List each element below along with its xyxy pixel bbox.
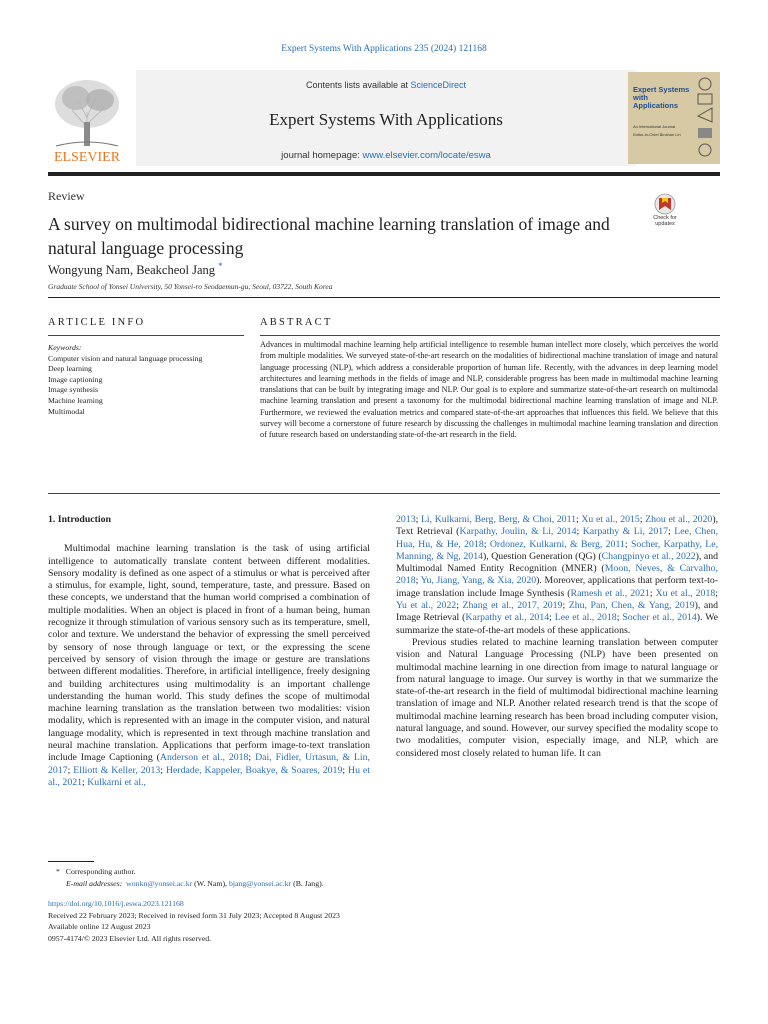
citation-link[interactable]: Karpathy & Li, 2017 — [582, 526, 669, 538]
separator: ; — [715, 587, 718, 599]
paragraph-text: ), and Multimodal Named Entity Recognition (MNER) ( — [396, 550, 719, 575]
cover-title: Expert Systems with Applications — [633, 85, 690, 110]
email-owner: (W. Nam), — [192, 878, 229, 888]
citation-link[interactable]: Elliott & Keller, 2013 — [73, 764, 161, 776]
homepage-line — [136, 150, 636, 161]
citation-link[interactable]: Ordonez, Kulkarni, & Berg, 2011 — [489, 538, 625, 550]
body-right-column — [396, 514, 718, 760]
separator: ; — [639, 514, 646, 525]
footnote-mark: * — [56, 867, 60, 876]
citation-link[interactable]: Li, Kulkarni, Berg, Berg, & Choi, 2011 — [420, 514, 577, 525]
journal-banner — [136, 70, 636, 166]
running-head[interactable]: Expert Systems With Applications 235 (2024) 121168 — [281, 44, 487, 54]
check-for-updates-badge[interactable] — [646, 193, 684, 235]
citation-link[interactable]: Hu et al., 2021 — [48, 764, 370, 788]
keyword-item: Computer vision and natural language processing — [48, 353, 203, 363]
article-type: Review — [48, 189, 85, 203]
separator: ; — [649, 587, 656, 599]
corresponding-label: Corresponding author. — [65, 867, 136, 876]
corresponding-author-mark[interactable]: * — [218, 261, 223, 271]
abstract-text: Advances in multimodal machine learning help artificial intelligence to resemble human intellect more closely, which perceives the world from multiple modalities. We surveyed state-of-the-art research on the modalities of bidirectional machine translation of image and natural language processing (NLP), which address a considerable proportion of human life. Recently, with the advances in deep learning model architectures and learning methods in the fields of image and NLP, considerable progress has been made in multimodal machine learning translations that can be built by integrating image and NLP. Our goal is to explore and summarize state-of-the-art research on multimodal machine learning translation and present a taxonomy for the multimodal bidirectional machine learning translation of image and NLP. Furthermore, we reviewed the evaluation metrics and compared state-of-the-art approaches that influences this field. We believe that this survey will become a cornerstone of future research by discussing the challenges in multimodal machine learning translation and direction of future research based on understanding state-of-the-art research in the field. — [260, 340, 718, 440]
journal-cover[interactable] — [628, 72, 720, 164]
citation-link[interactable]: Lee et al., 2018 — [554, 612, 617, 624]
separator: ; — [248, 752, 256, 764]
paper-title: A survey on multimodal bidirectional machine learning translation of image and natural language processing — [48, 214, 610, 258]
separator: ; — [576, 526, 583, 538]
citation-link[interactable]: Zhu, Pan, Chen, & Yang, 2019 — [568, 600, 695, 612]
citation-link[interactable]: Yu, Jiang, Yang, & Xia, 2020 — [420, 575, 537, 587]
footnote — [56, 866, 324, 889]
corresponding-note — [56, 866, 324, 878]
email-label: E-mail addresses: — [66, 878, 123, 888]
citation-link[interactable]: Xu et al., 2018 — [655, 587, 716, 599]
homepage-prefix: journal homepage: — [281, 150, 363, 161]
separator: ; — [483, 538, 490, 550]
copyright: 0957-4174/© 2023 Elsevier Ltd. All rights reserved. — [48, 933, 212, 943]
doi-link[interactable]: https://doi.org/10.1016/j.eswa.2023.121168 — [48, 899, 184, 908]
contents-line — [136, 80, 636, 90]
intro-paragraph-1 — [48, 543, 370, 789]
keyword-item: Image captioning — [48, 374, 103, 384]
citation-link[interactable]: Karpathy et al., 2014 — [465, 612, 550, 624]
citation-link[interactable]: Socher et al., 2014 — [622, 612, 697, 624]
separator: ; — [549, 612, 555, 624]
received-dates: Received 22 February 2023; Received in revised form 31 July 2023; Accepted 8 August 2023 — [48, 910, 340, 920]
separator: ; — [82, 776, 88, 788]
separator: ; — [67, 764, 74, 776]
email-link[interactable]: wonkn@yonsei.ac.kr — [126, 878, 193, 888]
keyword-item: Image synthesis — [48, 385, 99, 395]
keyword-item: Multimodal — [48, 406, 85, 416]
article-info-heading: ARTICLE INFO — [48, 317, 146, 328]
check-updates-icon — [646, 193, 684, 215]
citation-link[interactable]: Lee, Chen, Hua, Hu, & He, 2018 — [396, 526, 719, 550]
citation-link[interactable]: Xu et al., 2015 — [581, 514, 640, 525]
journal-title: Expert Systems With Applications — [269, 110, 503, 129]
paragraph-text: Multimodal machine learning translation is the task of using artificial intelligence to automatically translate content between different modalities. Sensory modality is defined as one aspect of a stimulus or what is perceived after a stimulus, for example, light, sound, temperature, taste, and pressure. Based on these concepts, we understand that the human world comprised a combination of multiple modalities. When an object is placed in front of a human being, human recognize it through stimulation of various sensory such as its temperature, smell, color and texture. We understand the behavior of expressing the smell perceived by sensory of nose through language or text, or the expressing the scene perceived by sensory of vision through the image or gesture are translations between different modalities. Therefore, in artificial intelligence, freely designing and building architectures using multimodality is an important challenge understanding the human world. This study defines the scope of multimodal machine learning translation as the translation between two modalities: vision modality, which is represented with an image in the computer vision, and natural language modality, which is represented in text through machine translation and neural machine translation. Applications that perform image-to-text translation include Image Captioning ( — [48, 543, 370, 764]
elsevier-wordmark: ELSEVIER — [53, 150, 121, 164]
abstract-heading: ABSTRACT — [260, 317, 333, 328]
citation-link[interactable]: Ramesh et al., 2021 — [570, 587, 650, 599]
citation-link[interactable]: Moon, Neves, & Carvalho, 2018 — [396, 563, 718, 587]
paragraph-text: ), and Image Retrieval ( — [396, 600, 719, 624]
journal-masthead — [48, 70, 720, 170]
keywords-block — [48, 343, 238, 417]
citation-link[interactable]: 2013 — [396, 514, 416, 525]
citation-link[interactable]: Yu et al., 2022 — [396, 600, 457, 612]
email-line — [56, 878, 324, 890]
intro-paragraph-2: Previous studies related to machine learning translation between computer vision and Natural Language Processing (NLP) have been presented on multimodal machine learning in one direction from image to natural language or from natural language to image. Our survey is worthy in that we summarize the state-of-the-art research in the field of multimodal bidirectional machine learning translation of image and NLP. Another related research trend is that the scope of multimodal machine learning research has been broad including computer vision, natural language, and sound. However, our survey specified the modality scope to two modalities, computer vision, especially image, and NLP, which are considered most closely related to human life. It can — [396, 636, 718, 759]
separator: ; — [415, 514, 421, 525]
section-heading-introduction: 1. Introduction — [48, 514, 111, 525]
citation-link[interactable]: Herdade, Kappeler, Boakye, & Soares, 2019 — [165, 764, 343, 776]
sciencedirect-link[interactable]: ScienceDirect — [410, 80, 467, 90]
email-link[interactable]: bjang@yonsei.ac.kr — [228, 878, 292, 888]
separator: ; — [456, 600, 463, 612]
cover-graphics-icon — [694, 76, 716, 160]
elsevier-logo[interactable] — [48, 72, 126, 164]
separator: ; — [616, 612, 623, 624]
keyword-item: Machine learning — [48, 395, 103, 405]
citation-link[interactable]: Zhang et al., 2017, 2019 — [462, 600, 563, 612]
citation-link[interactable]: Changpinyo et al., 2022 — [601, 550, 696, 562]
email-owner: (B. Jang). — [291, 878, 324, 888]
paragraph-text: ), Question Generation (QG) ( — [483, 550, 602, 562]
citation-link[interactable]: Zhou et al., 2020 — [645, 514, 713, 525]
separator: ; — [415, 575, 421, 587]
keyword-item: Deep learning — [48, 364, 92, 374]
footnote-rule — [48, 861, 94, 862]
available-online: Available online 12 August 2023 — [48, 922, 151, 931]
citation-link[interactable]: Dai, Fidler, Urtasun, & Lin, 2017 — [48, 752, 370, 776]
paragraph-text: ), Text Retrieval ( — [396, 514, 719, 538]
publication-info — [48, 898, 340, 944]
abstract-rule — [260, 335, 720, 336]
intro-paragraph-1-continued — [396, 514, 718, 637]
header-rule — [48, 297, 720, 298]
body-left-column — [48, 514, 370, 789]
cover-subtitle-text: An International Journal — [633, 124, 676, 129]
keywords-label: Keywords: — [48, 343, 82, 352]
separator: ; — [342, 764, 349, 776]
article-info-rule — [48, 335, 244, 336]
citation-link[interactable]: Kulkarni et al., — [87, 776, 146, 788]
authors: Wongyung Nam, Beakcheol Jang — [48, 263, 216, 278]
abstract-bottom-rule — [48, 493, 720, 494]
cover-editor: Editor-in-Chief Binshan Lin — [633, 132, 681, 137]
paragraph-text: ). Moreover, applications that perform text-to-image translation include Image Synthesis ( — [396, 575, 718, 599]
citation-link[interactable]: Socher, Karpathy, Le, Manning, & Ng, 2014 — [396, 538, 719, 562]
contents-prefix: Contents lists available at — [305, 80, 411, 90]
affiliation: Graduate School of Yonsei University, 50 Yonsei-ro Seodaemun-gu, Seoul, 03722, South Korea — [48, 282, 333, 291]
journal-homepage-link[interactable]: www.elsevier.com/locate/eswa — [362, 150, 491, 161]
masthead-rule — [48, 172, 720, 176]
separator: ; — [576, 514, 582, 525]
citation-link[interactable]: Anderson et al., 2018 — [159, 752, 249, 764]
separator: ; — [562, 600, 569, 612]
cover-subtitle — [633, 124, 689, 137]
author-list — [48, 261, 223, 278]
check-updates-label: Check for updates — [653, 215, 677, 227]
paragraph-text: ). We summarize the state-of-the-art models of these applications. — [396, 612, 719, 636]
separator: ; — [624, 538, 631, 550]
separator: ; — [160, 764, 166, 776]
citation-link[interactable]: Karpathy, Joulin, & Li, 2014 — [459, 526, 577, 538]
separator: ; — [668, 526, 675, 538]
